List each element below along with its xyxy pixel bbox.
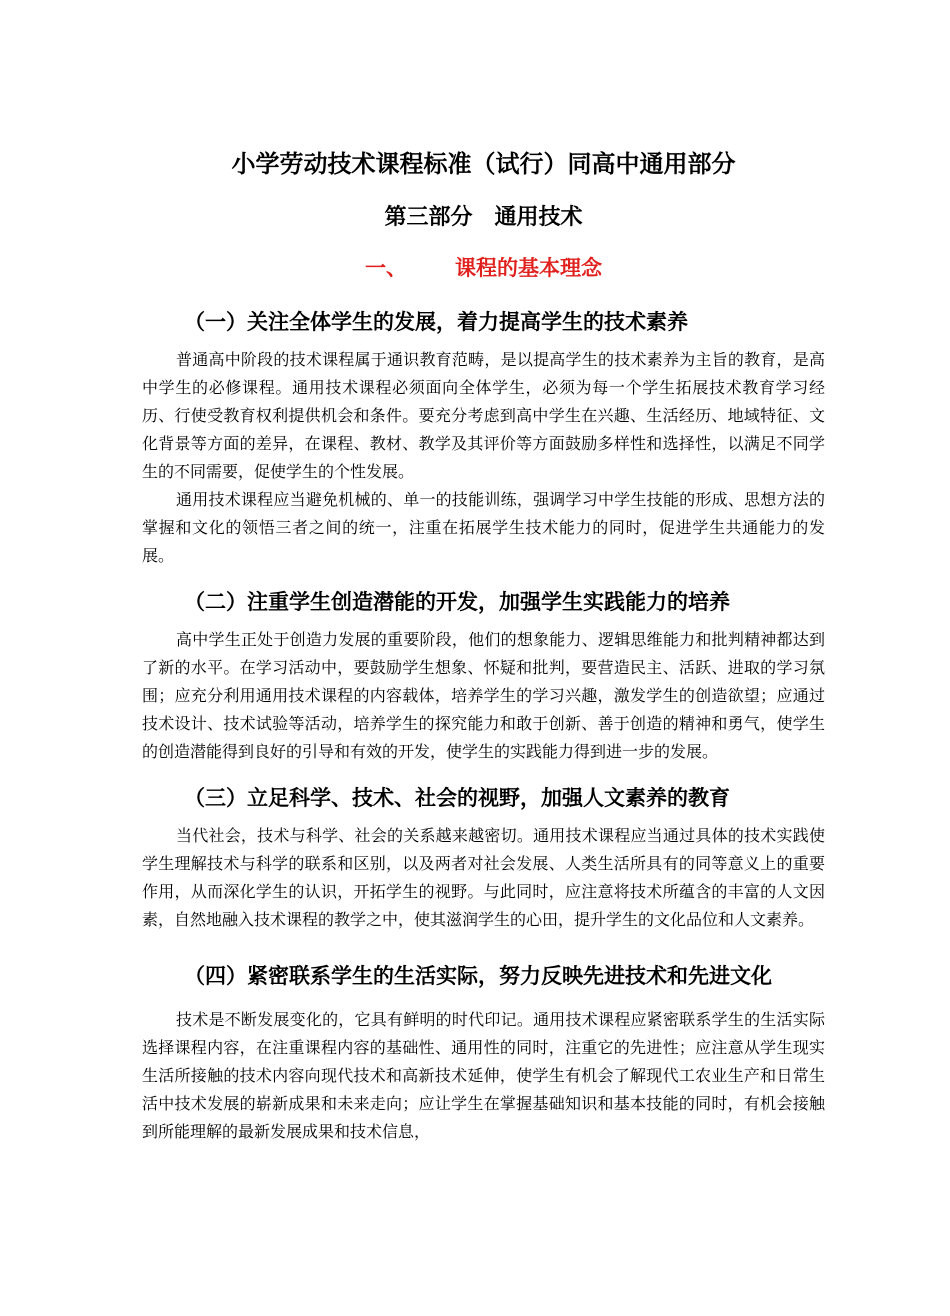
section-heading: （二）注重学生创造潜能的开发，加强学生实践能力的培养	[184, 590, 730, 614]
section-3	[142, 776, 825, 934]
chapter-number: 一、	[365, 256, 407, 280]
paragraph: 高中学生正处于创造力发展的重要阶段，他们的想象能力、逻辑思维能力和批判精神都达到了新的水平。在学习活动中，要鼓励学生想象、怀疑和批判，要营造民主、活跃、进取的学习氛围；应充分利用通用技术课程的内容载体，培养学生的学习兴趣，激发学生的创造欲望；应通过技术设计、技术试验等活动，培养学生的探究能力和敢于创新、善于创造的精神和勇气，使学生的创造潜能得到良好的引导和有效的开发，使学生的实践能力得到进一步的发展。	[142, 630, 825, 761]
section-4	[142, 948, 825, 1146]
paragraph: 当代社会，技术与科学、社会的关系越来越密切。通用技术课程应当通过具体的技术实践使学生理解技术与科学的联系和区别，以及两者对社会发展、人类生活所具有的同等意义上的重要作用，从而深化学生的认识，开拓学生的视野。与此同时，应注意将技术所蕴含的丰富的人文因素，自然地融入技术课程的教学之中，使其滋润学生的心田，提升学生的文化品位和人文素养。	[142, 826, 825, 929]
part-title: 第三部分 通用技术	[384, 205, 583, 230]
section-heading: （四）紧密联系学生的生活实际，努力反映先进技术和先进文化	[184, 964, 772, 988]
paragraph: 技术是不断发展变化的，它具有鲜明的时代印记。通用技术课程应紧密联系学生的生活实际选择课程内容，在注重课程内容的基础性、通用性的同时，注重它的先进性；应注意从学生现实生活所接触的技术内容向现代技术和高新技术延伸，使学生有机会了解现代工农业生产和日常生活中技术发展的崭新成果和未来走向；应让学生在掌握基础知识和基本技能的同时，有机会接触到所能理解的最新发展成果和技术信息，	[142, 1010, 825, 1141]
section-heading: （一）关注全体学生的发展，着力提高学生的技术素养	[184, 310, 688, 334]
document-title: 小学劳动技术课程标准（试行）同高中通用部分	[231, 150, 736, 178]
paragraph: 通用技术课程应当避免机械的、单一的技能训练，强调学习中学生技能的形成、思想方法的掌握和文化的领悟三者之间的统一，注重在拓展学生技术能力的同时，促进学生共通能力的发展。	[142, 490, 825, 565]
section-1	[142, 300, 825, 570]
section-2	[142, 580, 825, 766]
chapter-heading: 课程的基本理念	[455, 256, 602, 280]
document-body	[142, 140, 825, 1146]
section-heading: （三）立足科学、技术、社会的视野，加强人文素养的教育	[184, 786, 730, 810]
chapter-title	[142, 246, 825, 290]
paragraph: 普通高中阶段的技术课程属于通识教育范畴，是以提高学生的技术素养为主旨的教育，是高中学生的必修课程。通用技术课程必须面向全体学生，必须为每一个学生拓展技术教育学习经历、行使受教育权利提供机会和条件。要充分考虑到高中学生在兴趣、生活经历、地域特征、文化背景等方面的差异，在课程、教材、教学及其评价等方面鼓励多样性和选择性，以满足不同学生的不同需要，促使学生的个性发展。	[142, 350, 825, 481]
